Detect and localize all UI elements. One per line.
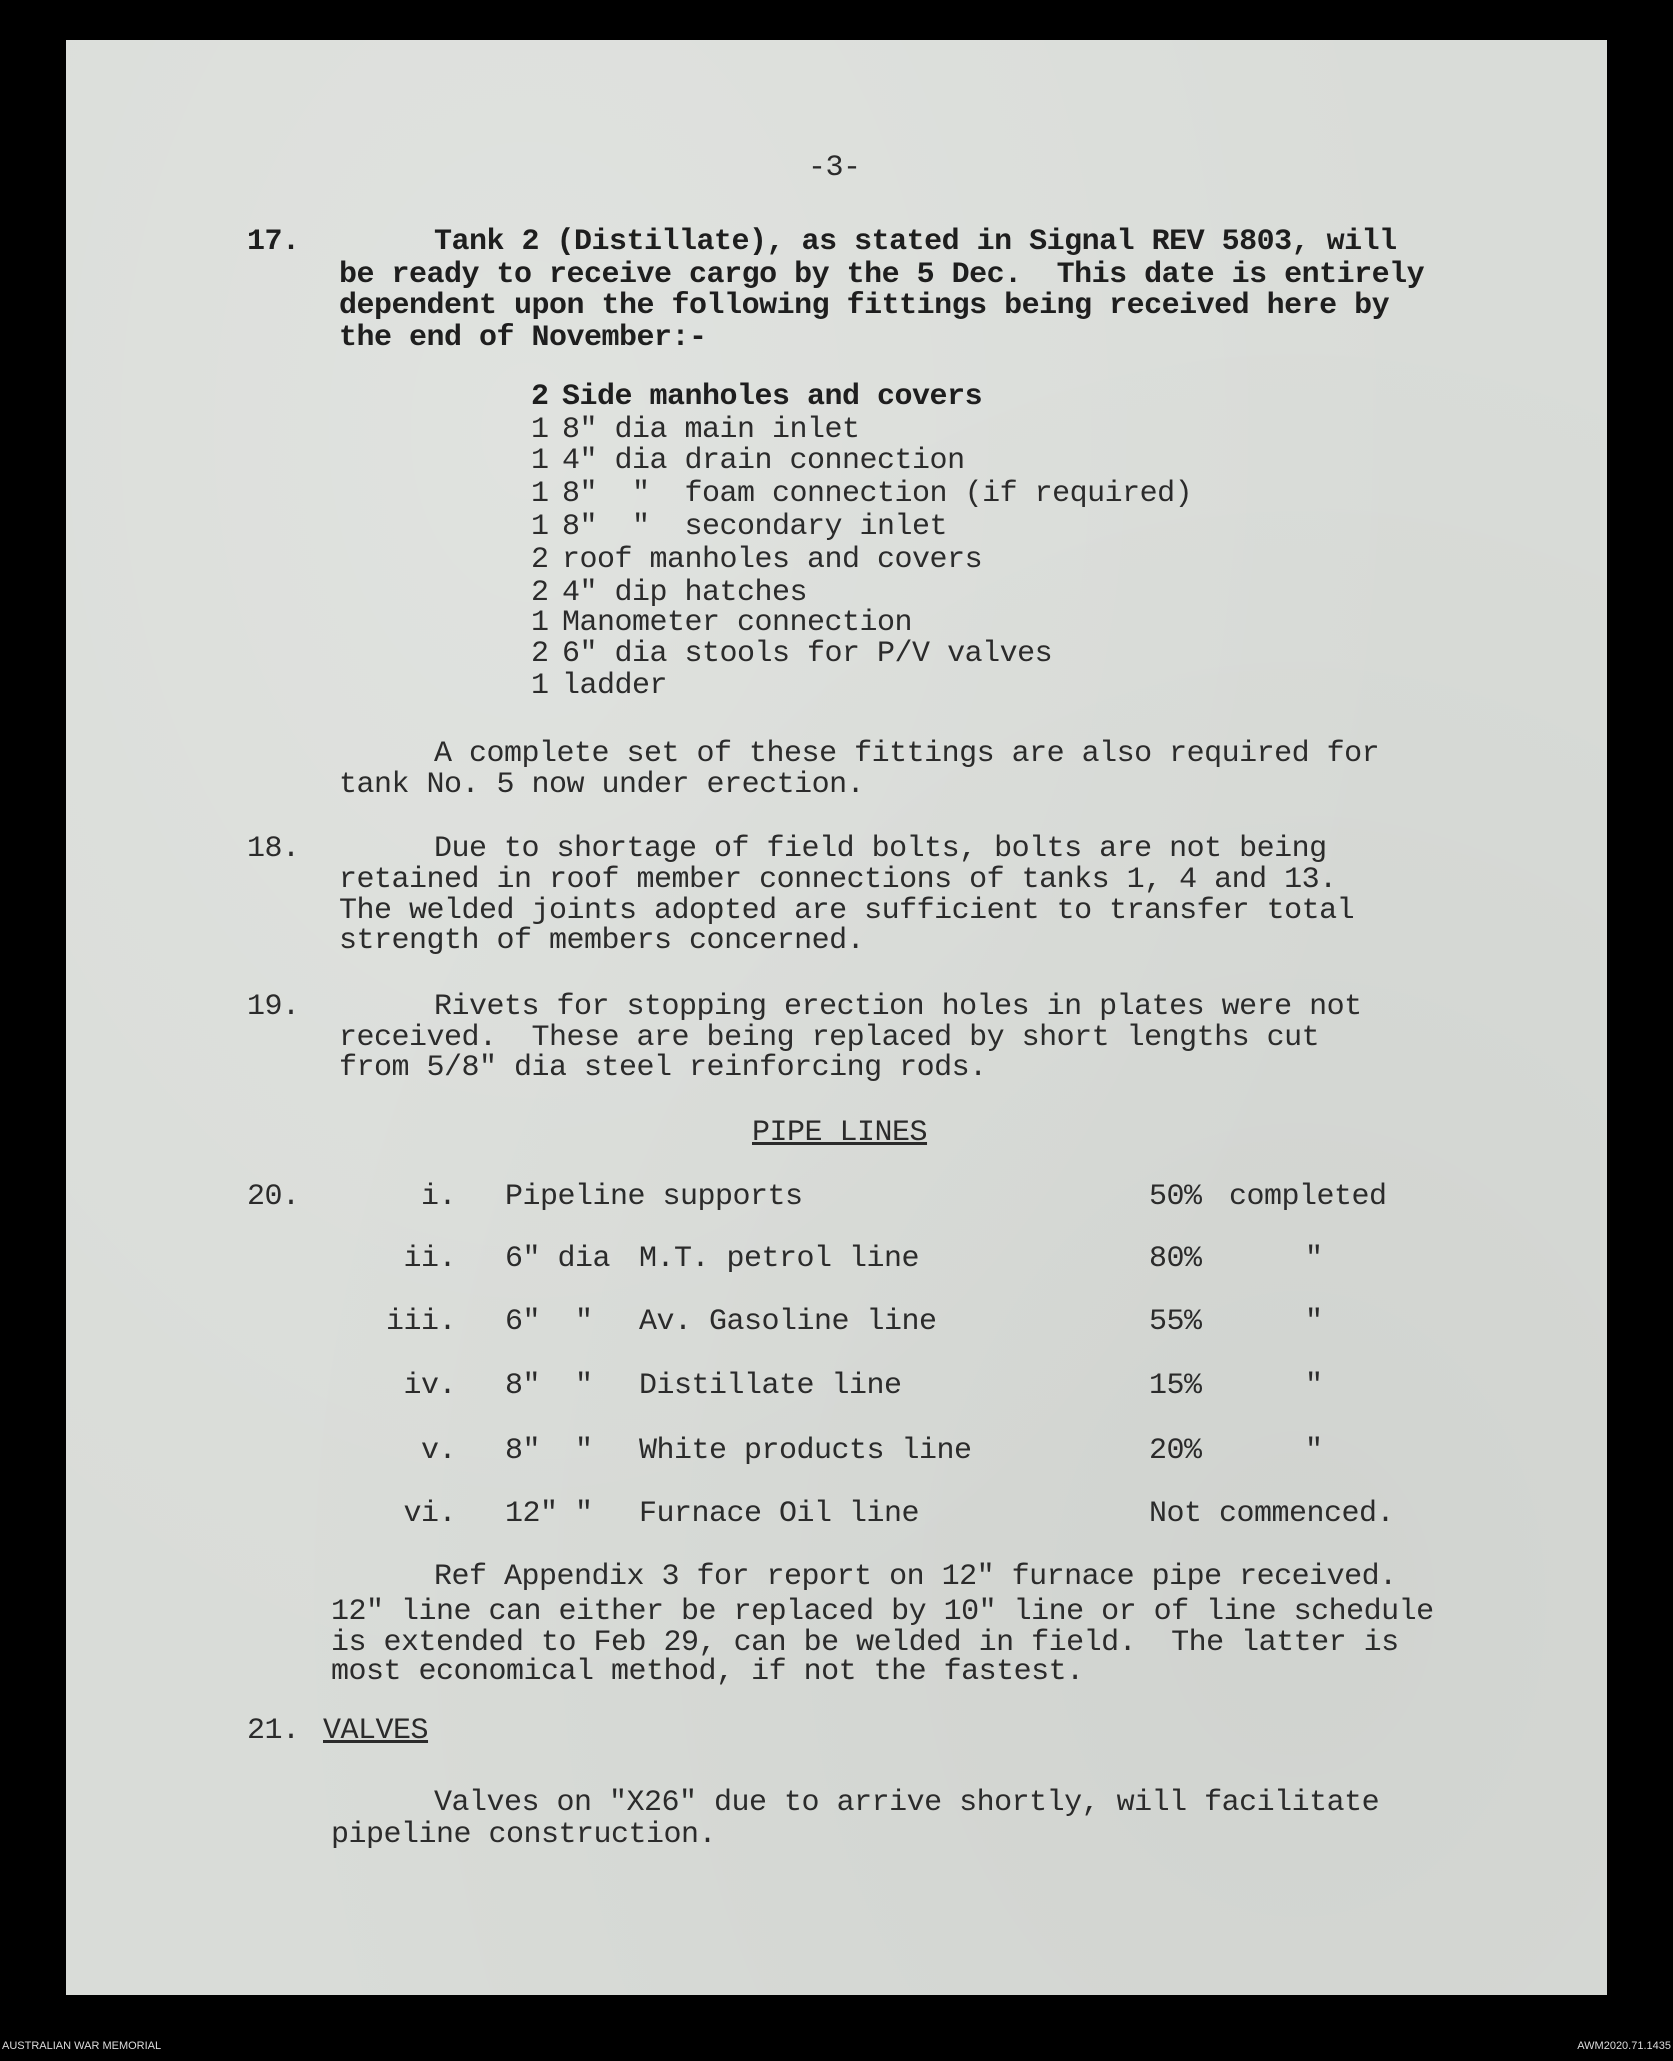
fitting-qty: 1 — [531, 413, 549, 447]
pipeline-row-number: iii. — [385, 1305, 456, 1339]
footer-reference: AWM2020.71.1435 — [1577, 2040, 1671, 2052]
fitting-qty: 1 — [531, 669, 549, 703]
para19-line: from 5/8" dia steel reinforcing rods. — [339, 1051, 987, 1085]
pipeline-row-description: White products line — [639, 1434, 972, 1468]
pipeline-row-size: 12" " — [505, 1497, 593, 1531]
pipeline-row-progress: 50% — [1149, 1180, 1202, 1214]
fitting-qty: 2 — [531, 576, 549, 610]
fitting-qty: 1 — [531, 444, 549, 478]
fitting-qty: 2 — [531, 637, 549, 671]
pipeline-row-description: M.T. petrol line — [639, 1242, 920, 1276]
pipeline-row-status: completed — [1229, 1180, 1387, 1214]
pipeline-row-number: vi. — [403, 1497, 456, 1531]
para19-number: 19. — [247, 990, 300, 1024]
fitting-qty: 1 — [531, 510, 549, 544]
para17-line: dependent upon the following fittings being received here by — [339, 289, 1390, 323]
pipeline-row-status: " — [1305, 1305, 1323, 1339]
fitting-item: 4" dia drain connection — [562, 444, 965, 478]
para18-line: retained in roof member connections of tanks 1, 4 and 13. — [339, 863, 1337, 897]
pipeline-row-progress: 15% — [1149, 1369, 1202, 1403]
pipeline-row-number: iv. — [403, 1369, 456, 1403]
para19-line: Rivets for stopping erection holes in plates were not — [434, 990, 1362, 1024]
para18-number: 18. — [247, 832, 300, 866]
pipeline-row-progress: 55% — [1149, 1305, 1202, 1339]
fitting-qty: 2 — [531, 543, 549, 577]
para20-note: 12" line can either be replaced by 10" line or of line schedule — [331, 1595, 1434, 1629]
para20-number: 20. — [247, 1180, 300, 1214]
para17-line: the end of November:- — [339, 321, 707, 355]
pipeline-row-description: Pipeline supports — [505, 1180, 803, 1214]
footer-institution: AUSTRALIAN WAR MEMORIAL — [2, 2040, 162, 2052]
para21-line: pipeline construction. — [331, 1818, 717, 1852]
fitting-item: roof manholes and covers — [562, 543, 983, 577]
para17-followup: A complete set of these fittings are also required for — [434, 737, 1380, 771]
pipeline-row-status: " — [1305, 1434, 1323, 1468]
pipeline-row-description: Distillate line — [639, 1369, 902, 1403]
fitting-item: ladder — [562, 669, 668, 703]
fitting-item: 6" dia stools for P/V valves — [562, 637, 1053, 671]
para20-note: is extended to Feb 29, can be welded in field. The latter is — [331, 1626, 1399, 1660]
fitting-qty: 2 — [531, 380, 549, 414]
para18-line: Due to shortage of field bolts, bolts are not being — [434, 832, 1327, 866]
para19-line: received. These are being replaced by short lengths cut — [339, 1021, 1320, 1055]
pipeline-row-progress: Not commenced. — [1149, 1497, 1395, 1531]
fitting-item: 8" " foam connection (if required) — [562, 477, 1193, 511]
pipeline-row-number: ii. — [403, 1242, 456, 1276]
pipelines-heading: PIPE LINES — [752, 1116, 928, 1150]
para17-followup: tank No. 5 now under erection. — [339, 768, 865, 802]
pipeline-row-progress: 20% — [1149, 1434, 1202, 1468]
para18-line: strength of members concerned. — [339, 924, 865, 958]
pipeline-row-status: " — [1305, 1242, 1323, 1276]
pipeline-row-status: " — [1305, 1369, 1323, 1403]
para20-note: Ref Appendix 3 for report on 12" furnace pipe received. — [434, 1560, 1397, 1594]
para18-line: The welded joints adopted are sufficient to transfer total — [339, 894, 1355, 928]
para17-line: Tank 2 (Distillate), as stated in Signal REV 5803, will — [434, 225, 1397, 259]
fitting-item: Manometer connection — [562, 606, 913, 640]
pipeline-row-progress: 80% — [1149, 1242, 1202, 1276]
pipeline-row-number: v. — [420, 1434, 456, 1468]
para20-note: most economical method, if not the fastest. — [331, 1655, 1084, 1689]
pipeline-row-size: 6" " — [505, 1305, 593, 1339]
page-number: -3- — [808, 151, 861, 185]
para17-number: 17. — [247, 225, 300, 259]
fitting-qty: 1 — [531, 606, 549, 640]
pipeline-row-size: 8" " — [505, 1434, 593, 1468]
para17-line: be ready to receive cargo by the 5 Dec. This date is entirely — [339, 258, 1425, 292]
pipeline-row-description: Furnace Oil line — [639, 1497, 920, 1531]
para21-line: Valves on "X26" due to arrive shortly, will facilitate — [434, 1786, 1380, 1820]
pipeline-row-number: i. — [420, 1180, 456, 1214]
fitting-item: 8" " secondary inlet — [562, 510, 948, 544]
para21-number: 21. — [247, 1714, 300, 1748]
fitting-item: 8" dia main inlet — [562, 413, 860, 447]
fitting-item: 4" dip hatches — [562, 576, 808, 610]
fitting-item: Side manholes and covers — [562, 380, 983, 414]
valves-heading: VALVES — [323, 1714, 429, 1748]
pipeline-row-description: Av. Gasoline line — [639, 1305, 937, 1339]
fitting-qty: 1 — [531, 477, 549, 511]
pipeline-row-size: 6" dia — [505, 1242, 611, 1276]
pipeline-row-size: 8" " — [505, 1369, 593, 1403]
